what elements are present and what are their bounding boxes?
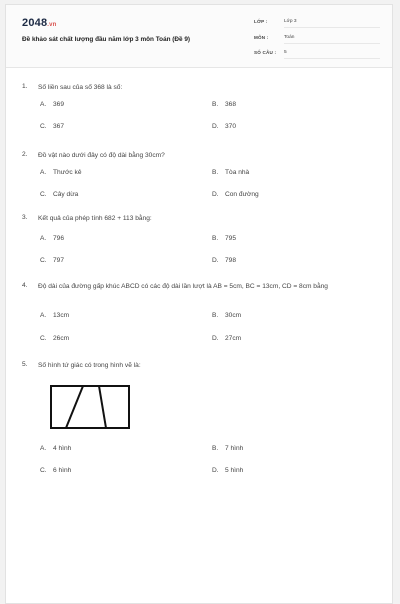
outer-rectangle [51,386,129,428]
option-3a[interactable]: A. 796 [40,235,65,242]
option-2a[interactable]: A. Thước kẻ [40,169,82,176]
exam-header [6,5,392,68]
option-5a[interactable]: A. 4 hình [40,445,72,452]
option-5b[interactable]: B. 7 hình [212,445,244,452]
question-text: Độ dài của đường gấp khúc ABCD có các độ dài lần lượt là AB = 5cm, BC = 13cm, CD = 8cm bằng [38,283,328,290]
question-number: 3. [22,214,28,221]
option-3b[interactable]: B. 795 [212,235,237,242]
option-1d[interactable]: D. 370 [212,123,237,130]
meta-grade [254,19,384,31]
meta-value: Toán [284,35,380,44]
question-number: 2. [22,151,28,158]
option-4b[interactable]: B. 30cm [212,312,242,319]
meta-label: SỐ CÂU : [254,50,277,55]
option-2c[interactable]: C. Cây dừa [40,191,79,198]
question-text: Số liền sau của số 368 là số: [38,84,123,91]
question-text: Đồ vật nào dưới đây có độ dài bằng 30cm? [38,152,165,159]
option-3c[interactable]: C. 797 [40,257,65,264]
option-5c[interactable]: C. 6 hình [40,467,72,474]
meta-subject [254,35,384,47]
site-logo[interactable] [22,17,57,29]
option-4c[interactable]: C. 26cm [40,335,70,342]
question-text: Số hình tứ giác có trong hình vẽ là: [38,362,141,369]
option-2d[interactable]: D. Con đường [212,191,259,198]
question-number: 4. [22,282,28,289]
option-5d[interactable]: D. 5 hình [212,467,244,474]
option-3d[interactable]: D. 798 [212,257,237,264]
left-slanted-line [66,386,83,428]
option-2b[interactable]: B. Tòa nhà [212,169,250,176]
option-1c[interactable]: C. 367 [40,123,65,130]
exam-title: Đề khảo sát chất lượng đầu năm lớp 3 môn Toán (Đề 9) [22,36,191,43]
logo-suffix: .vn [47,22,57,28]
question-number: 5. [22,361,28,368]
question-text: Kết quả của phép tính 682 + 113 bằng: [38,215,152,222]
option-4a[interactable]: A. 13cm [40,312,70,319]
option-1a[interactable]: A. 369 [40,101,65,108]
meta-question-count [254,50,384,62]
right-slanted-line [99,386,106,428]
meta-label: MÔN : [254,35,269,40]
meta-value: Lớp 3 [284,19,380,28]
logo-text: 2048 [22,17,48,29]
option-1b[interactable]: B. 368 [212,101,237,108]
meta-label: LỚP : [254,19,268,24]
quadrilateral-figure [50,385,130,429]
meta-value: 5 [284,50,380,59]
exam-paper [5,4,393,604]
question-number: 1. [22,83,28,90]
option-4d[interactable]: D. 27cm [212,335,242,342]
